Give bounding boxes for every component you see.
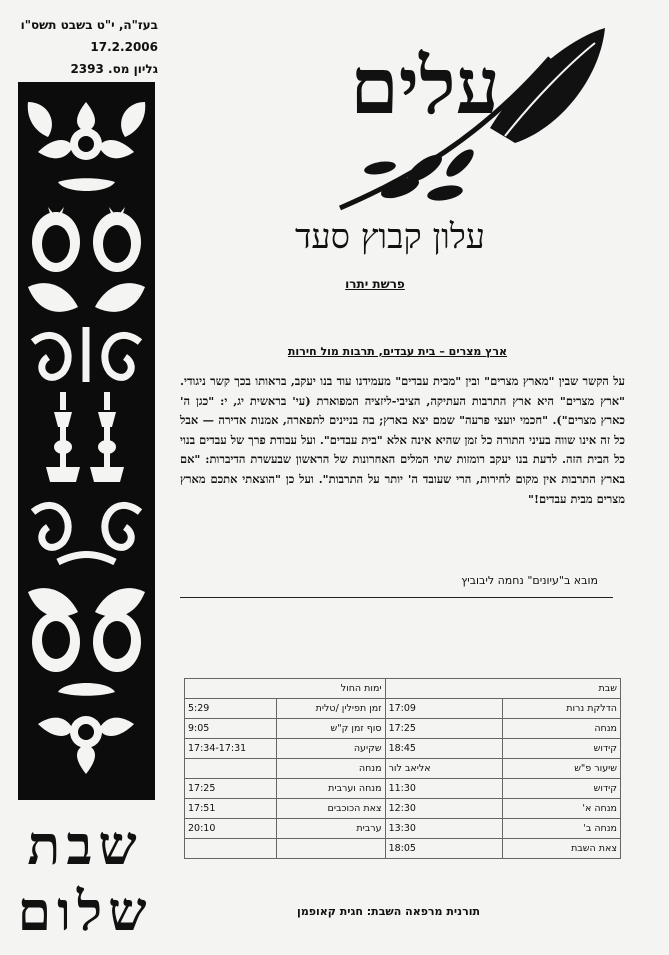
logo-illustration — [250, 18, 620, 218]
shabbat-time: 11:30 — [385, 779, 503, 799]
issue-info — [18, 14, 158, 80]
weekday-label — [276, 839, 385, 859]
shabbat-time: 13:30 — [385, 819, 503, 839]
shabbat-time: אליאב לור — [385, 759, 503, 779]
issue-number: גליון מס. 2393 — [70, 62, 158, 76]
weekday-time: 9:05 — [185, 719, 277, 739]
weekday-header: ימות החול — [185, 679, 386, 699]
shabbat-label: מנחה א' — [503, 799, 621, 819]
shabbat-time: 18:45 — [385, 739, 503, 759]
shabbat-shalom — [10, 812, 160, 944]
table-row — [185, 719, 621, 739]
shabbat-time: 17:09 — [385, 699, 503, 719]
weekday-label: סוף זמן ק"ש — [276, 719, 385, 739]
weekday-time: 5:29 — [185, 699, 277, 719]
article-source: מובא ב"עיונים" נחמה ליבוביץ — [461, 574, 598, 587]
weekday-label: ערבית — [276, 819, 385, 839]
shabbat-time: 18:05 — [385, 839, 503, 859]
table-row — [185, 839, 621, 859]
shabbat-label: קידוש — [503, 779, 621, 799]
weekday-time — [185, 759, 277, 779]
shabbat-header: שבת — [385, 679, 620, 699]
weekday-label: זמן תפילין /טלית — [276, 699, 385, 719]
table-row — [185, 739, 621, 759]
decorative-border — [18, 82, 155, 800]
shalom-line-1: שבת — [27, 813, 143, 877]
shabbat-label: קידוש — [503, 739, 621, 759]
weekday-label: שקיעה — [276, 739, 385, 759]
shabbat-label: מנחה ב' — [503, 819, 621, 839]
weekday-time: 17:51 — [185, 799, 277, 819]
weekday-time — [185, 839, 277, 859]
table-row — [185, 799, 621, 819]
parasha-title: פרשת יתרו — [345, 277, 405, 291]
weekday-time: 17:34-17:31 — [185, 739, 277, 759]
gregorian-date: 17.2.2006 — [90, 40, 158, 54]
table-row — [185, 699, 621, 719]
masthead-logo — [250, 18, 620, 218]
table-row — [185, 759, 621, 779]
shabbat-time: 17:25 — [385, 719, 503, 739]
hebrew-date: בעז"ה, י"ט בשבט תשס"ו — [20, 18, 158, 32]
weekday-time: 20:10 — [185, 819, 277, 839]
shabbat-time: 12:30 — [385, 799, 503, 819]
table-row — [185, 819, 621, 839]
shabbat-label: הדלקת נרות — [503, 699, 621, 719]
table-row — [185, 779, 621, 799]
weekday-label: מנחה — [276, 759, 385, 779]
prayer-times-table — [184, 678, 621, 859]
logo-text: עלים — [350, 41, 500, 132]
table-header-row — [185, 679, 621, 699]
article-title: ארץ מצרים – בית עבדים, תרבות מול חירות — [287, 345, 508, 358]
shabbat-label: שיעור פ"ש — [503, 759, 621, 779]
weekday-time: 17:25 — [185, 779, 277, 799]
clinic-duty-credit: תורנית מרפאה השבת: חגית קאופמן — [297, 905, 480, 918]
article-body: על הקשר שבין "מארץ מצרים" ובין "מבית עבדים" מעמידנו עוד בנו יעקב, בראותו בכך קשר ניגודי. "ארץ מצרים" היא ארץ התרבות העתיקה, הציבי-ליזציה המפוארת (עי' בראשית יג, י: "כגן ה' כארץ מצרים"). "חכמי יועצי פרעה" שמם יצא בארץ; בה בניינים לתפארה, אמנות אדירה — אבל כל זה אינו שווה בעיני התורה כל זמן שהיא אינה אלא "בית עבדים". ועל עבודת פרך של עבדים בנוי כל הבית הזה. לדעת בנו יעקב רומזות שתי המלים האחרונות של הראשון שבעשרת הדיברות: "אם בארץ התרבות אין מקום לחירות, הרי שעובד ה' יותר על התרבות". ועל כן "הוצאתי אתכם מארץ מצרים מבית עבדים!" — [180, 374, 625, 506]
shabbat-label: צאת השבת — [503, 839, 621, 859]
weekday-label: מנחה וערבית — [276, 779, 385, 799]
ornament-illustration — [18, 82, 155, 800]
newsletter-subtitle: עלון קבוץ סעד — [294, 217, 486, 257]
shabbat-label: מנחה — [503, 719, 621, 739]
weekday-label: צאת הכוכבים — [276, 799, 385, 819]
divider — [180, 597, 613, 598]
shalom-line-2: שלום — [17, 879, 153, 943]
